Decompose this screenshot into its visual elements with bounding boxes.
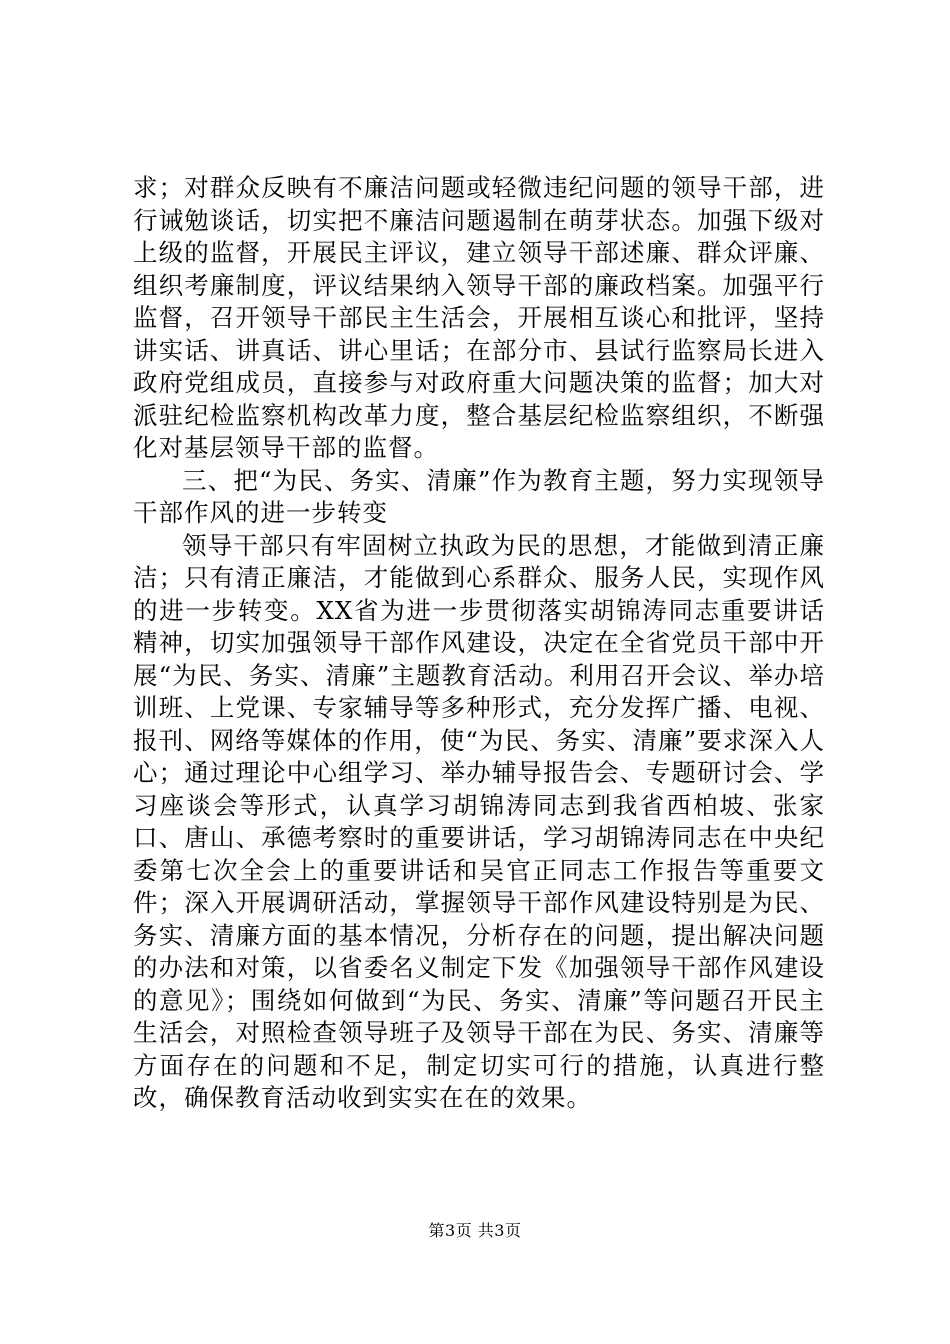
section-heading: 三、把“为民、务实、清廉”作为教育主题，努力实现领导干部作风的进一步转变	[133, 465, 825, 527]
document-body	[133, 172, 825, 1115]
paragraph-continuation: 求；对群众反映有不廉洁问题或轻微违纪问题的领导干部，进行诫勉谈话，切实把不廉洁问题遏制在萌芽状态。加强下级对上级的监督，开展民主评议，建立领导干部述廉、群众评廉、组织考廉制度，评议结果纳入领导干部的廉政档案。加强平行监督，召开领导干部民主生活会，开展相互谈心和批评，坚持讲实话、讲真话、讲心里话；在部分市、县试行监察局长进入政府党组成员，直接参与对政府重大问题决策的监督；加大对派驻纪检监察机构改革力度，整合基层纪检监察组织，不断强化对基层领导干部的监督。	[133, 173, 825, 462]
page-number: 第3页 共3页	[428, 1221, 522, 1240]
page-footer	[0, 1218, 950, 1241]
paragraph-body: 领导干部只有牢固树立执政为民的思想，才能做到清正廉洁；只有清正廉洁，才能做到心系群众、服务人民，实现作风的进一步转变。XX省为进一步贯彻落实胡锦涛同志重要讲话精神，切实加强领导干部作风建设，决定在全省党员干部中开展“为民、务实、清廉”主题教育活动。利用召开会议、举办培训班、上党课、专家辅导等多种形式，充分发挥广播、电视、报刊、网络等媒体的作用，使“为民、务实、清廉”要求深入人心；通过理论中心组学习、举办辅导报告会、专题研讨会、学习座谈会等形式，认真学习胡锦涛同志到我省西柏坡、张家口、唐山、承德考察时的重要讲话，学习胡锦涛同志在中央纪委第七次全会上的重要讲话和吴官正同志工作报告等重要文件；深入开展调研活动，掌握领导干部作风建设特别是为民、务实、清廉方面的基本情况，分析存在的问题，提出解决问题的办法和对策，以省委名义制定下发《加强领导干部作风建设的意见》；围绕如何做到“为民、务实、清廉”等问题召开民主生活会，对照检查领导班子及领导干部在为民、务实、清廉等方面存在的问题和不足，制定切实可行的措施，认真进行整改，确保教育活动收到实实在在的效果。	[133, 530, 825, 1112]
